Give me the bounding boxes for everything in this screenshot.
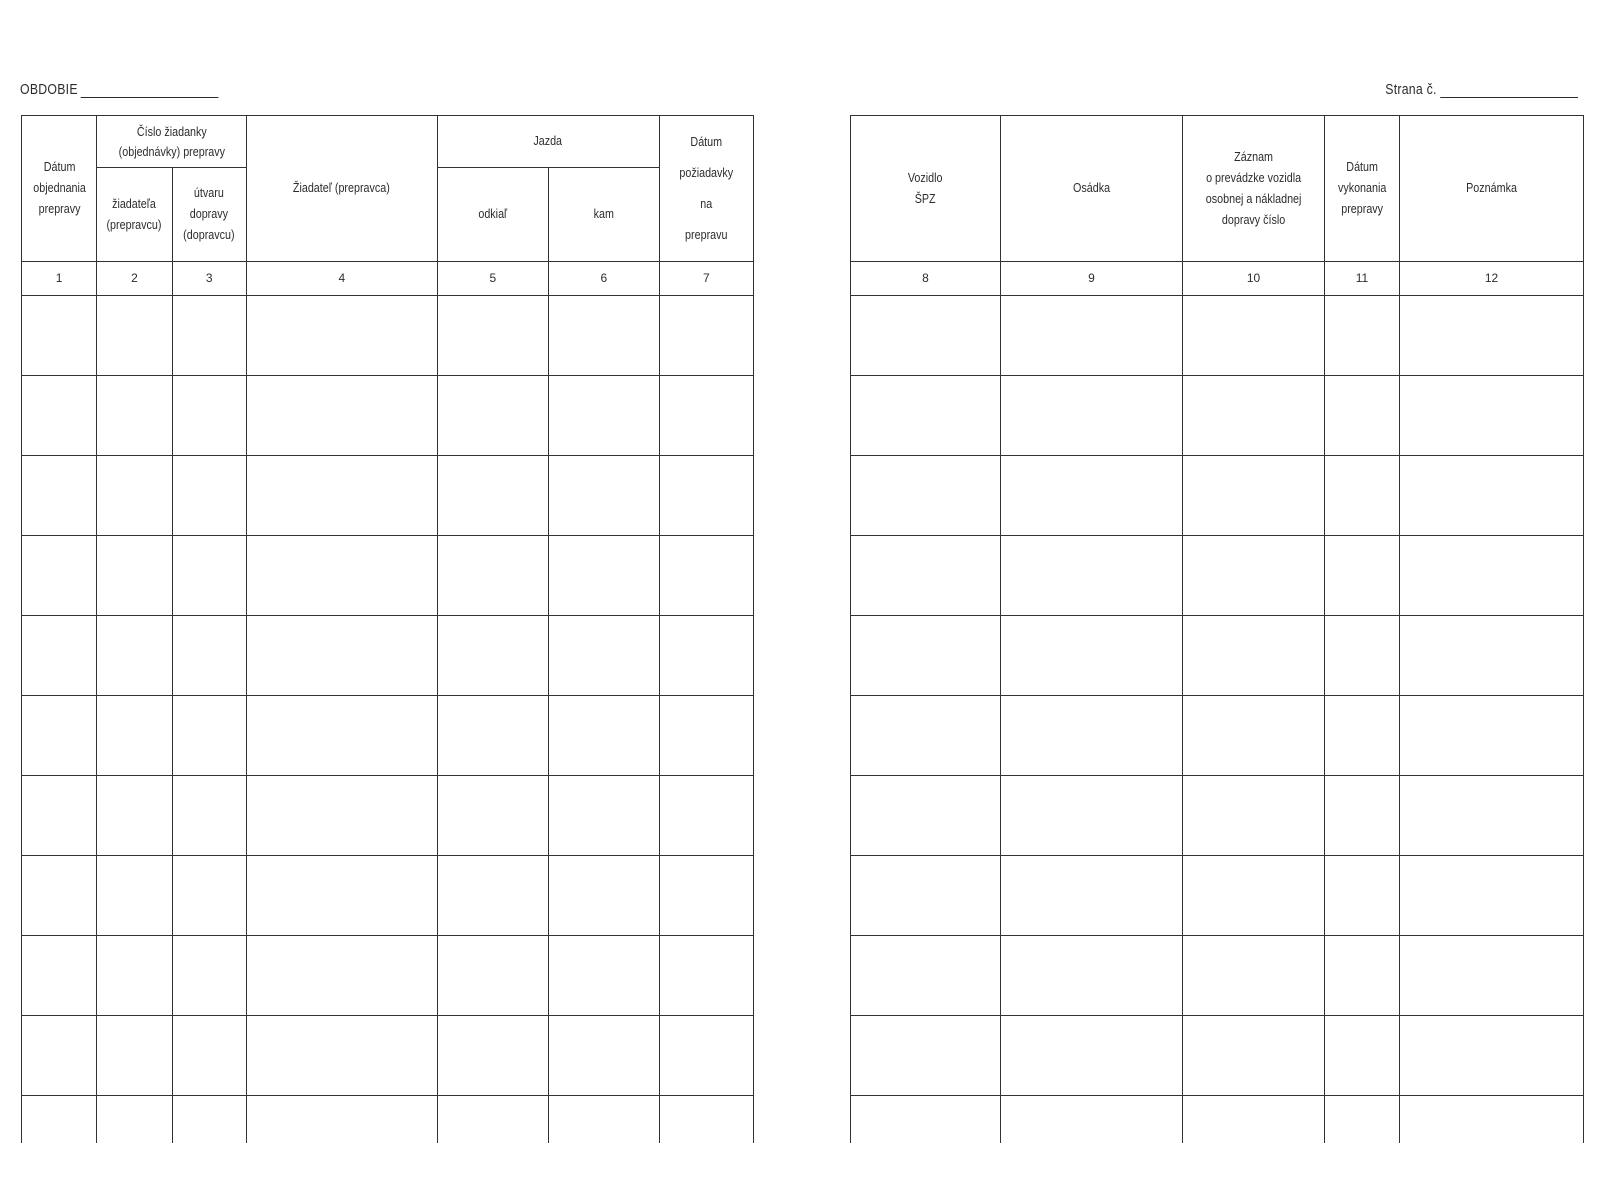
blank-cell[interactable] — [1001, 936, 1183, 1016]
table-row — [22, 1096, 754, 1144]
period-line[interactable] — [81, 83, 219, 98]
column-number: 11 — [1325, 262, 1400, 296]
blank-cell[interactable] — [246, 616, 437, 696]
blank-cell[interactable] — [1183, 376, 1325, 456]
column-number: 10 — [1183, 262, 1325, 296]
table-row — [22, 936, 754, 1016]
period-field — [20, 81, 219, 98]
right-data-rows — [851, 296, 1584, 1144]
blank-cell[interactable] — [246, 296, 437, 376]
blank-cell[interactable] — [97, 856, 172, 936]
blank-cell[interactable] — [437, 296, 548, 376]
blank-cell[interactable] — [1400, 456, 1584, 536]
blank-cell[interactable] — [1400, 1096, 1584, 1144]
blank-cell[interactable] — [22, 936, 97, 1016]
blank-cell[interactable] — [1325, 1096, 1400, 1144]
blank-cell[interactable] — [97, 616, 172, 696]
left-transport-table — [21, 115, 754, 1143]
blank-cell[interactable] — [172, 616, 246, 696]
column-number: 5 — [437, 262, 548, 296]
page-label: Strana č. — [1385, 81, 1437, 98]
blank-cell[interactable] — [851, 696, 1001, 776]
blank-cell[interactable] — [246, 776, 437, 856]
blank-cell[interactable] — [659, 456, 753, 536]
blank-cell[interactable] — [1183, 696, 1325, 776]
blank-cell[interactable] — [549, 456, 659, 536]
blank-cell[interactable] — [1001, 456, 1183, 536]
blank-cell[interactable] — [659, 856, 753, 936]
blank-cell[interactable] — [659, 936, 753, 1016]
column-number: 9 — [1001, 262, 1183, 296]
blank-cell[interactable] — [659, 376, 753, 456]
blank-cell[interactable] — [1400, 856, 1584, 936]
blank-cell[interactable] — [172, 696, 246, 776]
blank-cell[interactable] — [851, 776, 1001, 856]
blank-cell[interactable] — [437, 376, 548, 456]
blank-cell[interactable] — [97, 1096, 172, 1144]
header-vozidlo: Vozidlo ŠPZ — [851, 116, 1001, 262]
blank-cell[interactable] — [22, 296, 97, 376]
blank-cell[interactable] — [851, 616, 1001, 696]
blank-cell[interactable] — [97, 936, 172, 1016]
blank-cell[interactable] — [1001, 376, 1183, 456]
right-transport-table — [850, 115, 1584, 1143]
blank-cell[interactable] — [246, 456, 437, 536]
blank-cell[interactable] — [437, 696, 548, 776]
header-odkial: odkiaľ — [437, 168, 548, 262]
table-row — [851, 856, 1584, 936]
blank-cell[interactable] — [172, 456, 246, 536]
blank-cell[interactable] — [549, 936, 659, 1016]
blank-cell[interactable] — [437, 936, 548, 1016]
blank-cell[interactable] — [1001, 1016, 1183, 1096]
table-row — [851, 936, 1584, 1016]
blank-cell[interactable] — [1325, 376, 1400, 456]
blank-cell[interactable] — [97, 296, 172, 376]
blank-cell[interactable] — [246, 856, 437, 936]
table-row — [851, 616, 1584, 696]
blank-cell[interactable] — [1400, 616, 1584, 696]
blank-cell[interactable] — [549, 1016, 659, 1096]
blank-cell[interactable] — [22, 536, 97, 616]
blank-cell[interactable] — [1001, 296, 1183, 376]
blank-cell[interactable] — [1400, 936, 1584, 1016]
blank-cell[interactable] — [97, 376, 172, 456]
header-datum-poziadavky: Dátum požiadavky na prepravu — [659, 116, 753, 262]
blank-cell[interactable] — [22, 456, 97, 536]
blank-cell[interactable] — [1001, 536, 1183, 616]
blank-cell[interactable] — [851, 456, 1001, 536]
blank-cell[interactable] — [549, 776, 659, 856]
blank-cell[interactable] — [246, 1016, 437, 1096]
page-number-line[interactable] — [1440, 83, 1578, 98]
blank-cell[interactable] — [172, 776, 246, 856]
blank-cell[interactable] — [1183, 1016, 1325, 1096]
table-row — [851, 376, 1584, 456]
blank-cell[interactable] — [659, 536, 753, 616]
column-number: 3 — [172, 262, 246, 296]
blank-cell[interactable] — [437, 1016, 548, 1096]
table-row — [22, 376, 754, 456]
column-number: 1 — [22, 262, 97, 296]
column-number-row — [851, 262, 1584, 296]
blank-cell[interactable] — [1400, 776, 1584, 856]
blank-cell[interactable] — [22, 1016, 97, 1096]
blank-cell[interactable] — [246, 536, 437, 616]
blank-cell[interactable] — [659, 696, 753, 776]
header-datum-vykonania: Dátum vykonania prepravy — [1325, 116, 1400, 262]
table-row — [22, 296, 754, 376]
blank-cell[interactable] — [22, 776, 97, 856]
table-row — [22, 1016, 754, 1096]
blank-cell[interactable] — [851, 296, 1001, 376]
blank-cell[interactable] — [437, 1096, 548, 1144]
blank-cell[interactable] — [659, 1016, 753, 1096]
blank-cell[interactable] — [1183, 856, 1325, 936]
blank-cell[interactable] — [1325, 616, 1400, 696]
blank-cell[interactable] — [97, 1016, 172, 1096]
blank-cell[interactable] — [851, 376, 1001, 456]
blank-cell[interactable] — [1183, 1096, 1325, 1144]
blank-cell[interactable] — [659, 616, 753, 696]
blank-cell[interactable] — [549, 536, 659, 616]
column-number: 8 — [851, 262, 1001, 296]
header-osadka: Osádka — [1001, 116, 1183, 262]
blank-cell[interactable] — [1400, 1016, 1584, 1096]
blank-cell[interactable] — [1001, 1096, 1183, 1144]
table-row — [851, 456, 1584, 536]
blank-cell[interactable] — [1325, 936, 1400, 1016]
blank-cell[interactable] — [246, 1096, 437, 1144]
header-ziadatela: žiadateľa (prepravcu) — [97, 168, 172, 262]
blank-cell[interactable] — [1325, 696, 1400, 776]
header-zaznam: Záznam o prevádzke vozidla osobnej a nákladnej dopravy číslo — [1183, 116, 1325, 262]
blank-cell[interactable] — [1183, 776, 1325, 856]
blank-cell[interactable] — [1400, 536, 1584, 616]
blank-cell[interactable] — [659, 1096, 753, 1144]
blank-cell[interactable] — [549, 616, 659, 696]
blank-cell[interactable] — [246, 376, 437, 456]
blank-cell[interactable] — [1001, 616, 1183, 696]
blank-cell[interactable] — [851, 536, 1001, 616]
table-row — [22, 616, 754, 696]
header-datum-objednania: Dátum objednania prepravy — [22, 116, 97, 262]
table-row — [851, 536, 1584, 616]
blank-cell[interactable] — [97, 696, 172, 776]
header-utvaru: útvaru dopravy (dopravcu) — [172, 168, 246, 262]
blank-cell[interactable] — [22, 616, 97, 696]
table-row — [851, 776, 1584, 856]
blank-cell[interactable] — [437, 856, 548, 936]
blank-cell[interactable] — [549, 296, 659, 376]
blank-cell[interactable] — [22, 856, 97, 936]
blank-cell[interactable] — [172, 856, 246, 936]
blank-cell[interactable] — [437, 776, 548, 856]
blank-cell[interactable] — [851, 936, 1001, 1016]
column-number-row — [22, 262, 754, 296]
blank-cell[interactable] — [659, 296, 753, 376]
blank-cell[interactable] — [1183, 456, 1325, 536]
table-row — [22, 456, 754, 536]
blank-cell[interactable] — [97, 776, 172, 856]
header-cislo-ziadanky: Číslo žiadanky (objednávky) prepravy — [97, 116, 247, 168]
blank-cell[interactable] — [1001, 696, 1183, 776]
column-number: 7 — [659, 262, 753, 296]
column-number: 2 — [97, 262, 172, 296]
table-row — [22, 856, 754, 936]
blank-cell[interactable] — [659, 776, 753, 856]
blank-cell[interactable] — [1325, 296, 1400, 376]
column-number: 6 — [549, 262, 659, 296]
blank-cell[interactable] — [172, 1096, 246, 1144]
blank-cell[interactable] — [172, 296, 246, 376]
blank-cell[interactable] — [246, 696, 437, 776]
blank-cell[interactable] — [172, 1016, 246, 1096]
table-row — [851, 696, 1584, 776]
header-kam: kam — [549, 168, 659, 262]
left-data-rows — [22, 296, 754, 1144]
blank-cell[interactable] — [437, 616, 548, 696]
blank-cell[interactable] — [549, 696, 659, 776]
blank-cell[interactable] — [437, 536, 548, 616]
blank-cell[interactable] — [1325, 536, 1400, 616]
blank-cell[interactable] — [172, 936, 246, 1016]
blank-cell[interactable] — [97, 456, 172, 536]
blank-cell[interactable] — [549, 1096, 659, 1144]
blank-cell[interactable] — [549, 856, 659, 936]
blank-cell[interactable] — [851, 1016, 1001, 1096]
table-row — [851, 1016, 1584, 1096]
blank-cell[interactable] — [549, 376, 659, 456]
table-row — [22, 776, 754, 856]
blank-cell[interactable] — [1183, 296, 1325, 376]
page-number-field — [1386, 81, 1578, 98]
blank-cell[interactable] — [1183, 616, 1325, 696]
blank-cell[interactable] — [172, 376, 246, 456]
blank-cell[interactable] — [851, 1096, 1001, 1144]
blank-cell[interactable] — [22, 1096, 97, 1144]
blank-cell[interactable] — [1400, 296, 1584, 376]
table-row — [22, 696, 754, 776]
blank-cell[interactable] — [1183, 536, 1325, 616]
header-poznamka: Poznámka — [1400, 116, 1584, 262]
blank-cell[interactable] — [172, 536, 246, 616]
blank-cell[interactable] — [1325, 776, 1400, 856]
blank-cell[interactable] — [1001, 776, 1183, 856]
blank-cell[interactable] — [1400, 376, 1584, 456]
blank-cell[interactable] — [1325, 1016, 1400, 1096]
header-jazda: Jazda — [437, 116, 659, 168]
blank-cell[interactable] — [22, 376, 97, 456]
blank-cell[interactable] — [1183, 936, 1325, 1016]
column-number: 12 — [1400, 262, 1584, 296]
period-label: OBDOBIE — [20, 81, 78, 98]
blank-cell[interactable] — [851, 856, 1001, 936]
blank-cell[interactable] — [437, 456, 548, 536]
blank-cell[interactable] — [1400, 696, 1584, 776]
blank-cell[interactable] — [97, 536, 172, 616]
blank-cell[interactable] — [1325, 456, 1400, 536]
blank-cell[interactable] — [246, 936, 437, 1016]
blank-cell[interactable] — [1325, 856, 1400, 936]
blank-cell[interactable] — [1001, 856, 1183, 936]
column-number: 4 — [246, 262, 437, 296]
header-ziadatel: Žiadateľ (prepravca) — [246, 116, 437, 262]
table-row — [851, 1096, 1584, 1144]
table-row — [851, 296, 1584, 376]
table-row — [22, 536, 754, 616]
blank-cell[interactable] — [22, 696, 97, 776]
